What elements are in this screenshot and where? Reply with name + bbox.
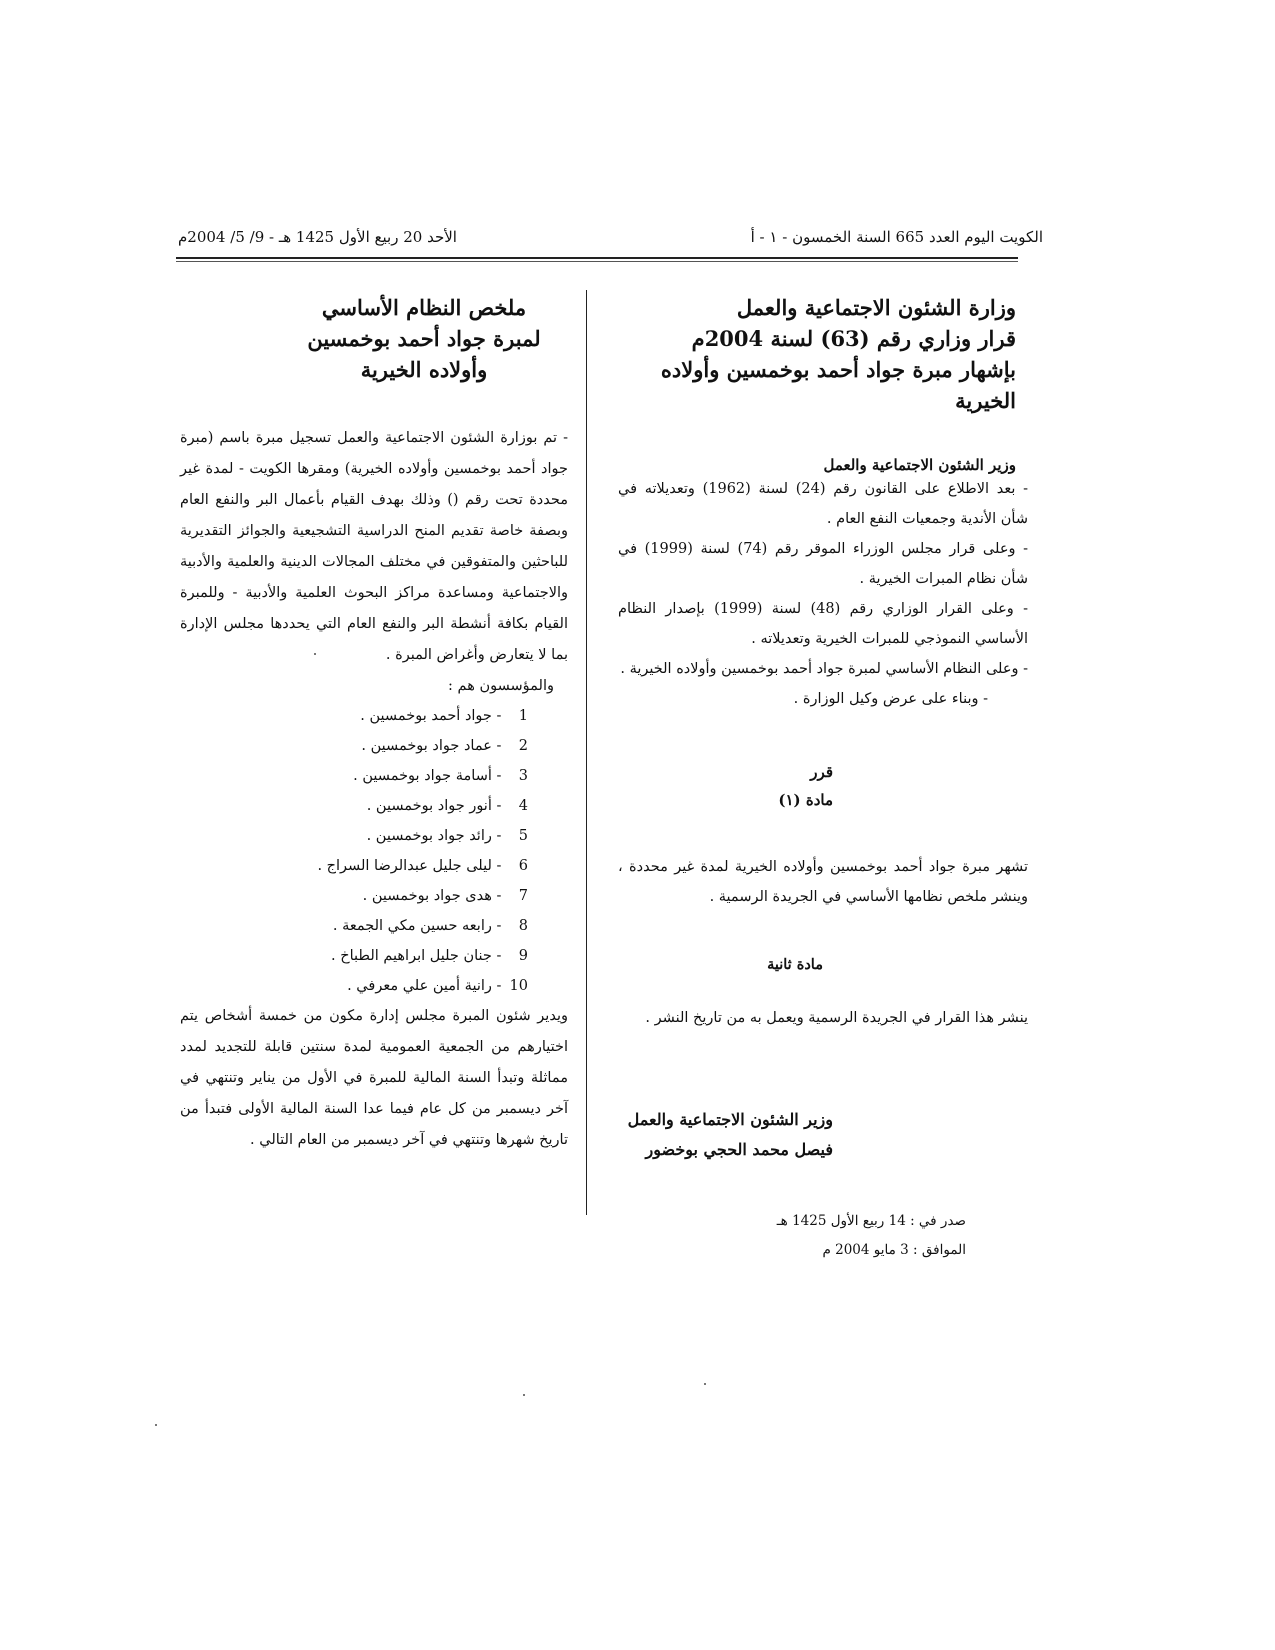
founder-name: - رابعه حسين مكي الجمعة .	[332, 918, 502, 934]
scan-speck	[155, 1424, 157, 1426]
founder-number: 4	[518, 798, 528, 814]
founder-number: 8	[518, 918, 528, 934]
issued-gregorian: الموافق : 3 مايو 2004 م	[822, 1242, 966, 1258]
preamble	[618, 474, 1028, 714]
founder-name: - جواد أحمد بوخمسين .	[360, 708, 502, 724]
preamble-clause: - بعد الاطلاع على القانون رقم (24) لسنة (1962) وتعديلاته في شأن الأندية وجمعيات النفع العام .	[618, 481, 1028, 527]
decision-heading	[618, 758, 1028, 814]
founder-name: - ليلى جليل عبدالرضا السراج .	[317, 858, 502, 874]
board-paragraph: ويدير شئون المبرة مجلس إدارة مكون من خمسة أشخاص يتم اختيارهم من الجمعية العمومية لمدة سنتين قابلة للتجديد لمدد مماثلة وتبدأ السنة المالية للمبرة في الأول من يناير وتنتهي في آخر ديسمبر من كل عام فيما عدا السنة المالية الأولى فتبدأ من تاريخ شهرها وتنتهي في آخر ديسمبر من العام التالي .	[180, 1008, 568, 1148]
founder-number: 3	[518, 768, 528, 784]
bylaws-title	[180, 292, 568, 385]
founder-number: 9	[518, 948, 528, 964]
list-item	[180, 971, 568, 1001]
header-rule-thin	[176, 261, 1018, 262]
scan-speck	[704, 1383, 706, 1385]
founder-name: - جنان جليل ابراهيم الطباخ .	[331, 948, 502, 964]
article2-heading: مادة ثانية	[767, 956, 823, 973]
founder-name: - رانية أمين علي معرفي .	[347, 978, 502, 994]
header-rule	[176, 257, 1018, 259]
list-item	[180, 731, 568, 761]
list-item	[180, 851, 568, 881]
list-item	[180, 821, 568, 851]
scan-speck	[314, 653, 316, 655]
bylaws-intro: - تم بوزارة الشئون الاجتماعية والعمل تسجيل مبرة باسم (مبرة جواد أحمد بوخمسين وأولاده الخيرية) ومقرها الكويت - لمدة غير محددة تحت رقم () وذلك بهدف القيام بأعمال البر والنفع العام وبصفة خاصة تقديم المنح الدراسية التشجيعية والجوائز التقديرية للباحثين والمتفوقين في مختلف المجالات الدينية والعلمية والأدبية والاجتماعية ومساعدة مراكز البحوث العلمية والأدبية - وللمبرة القيام بكافة أنشطة البر والنفع العام التي يحددها مجلس الإدارة بما لا يتعارض وأغراض المبرة .	[180, 430, 568, 663]
decision-title-line: وزارة الشئون الاجتماعية والعمل	[736, 295, 1016, 320]
list-item	[180, 701, 568, 731]
bylaws-title-line: لمبرة جواد أحمد بوخمسين وأولاده الخيرية	[307, 326, 541, 382]
founder-number: 10	[509, 978, 528, 994]
list-item	[180, 911, 568, 941]
article1-heading: مادة (١)	[778, 791, 833, 809]
issued-hijri: صدر في : 14 ربيع الأول 1425 هـ	[776, 1213, 966, 1229]
founder-name: - عماد جواد بوخمسين .	[361, 738, 502, 754]
founder-name: - رائد جواد بوخمسين .	[366, 828, 502, 844]
founder-number: 6	[518, 858, 528, 874]
scan-speck	[523, 1394, 525, 1396]
bylaws-title-line: ملخص النظام الأساسي	[321, 295, 527, 320]
founder-number: 2	[518, 738, 528, 754]
minister-heading: وزير الشئون الاجتماعية والعمل	[823, 456, 1016, 474]
founders-heading: والمؤسسون هم :	[448, 678, 554, 694]
list-item	[180, 761, 568, 791]
founder-name: - أسامة جواد بوخمسين .	[353, 768, 502, 784]
column-divider	[586, 290, 587, 1215]
decision-title	[618, 292, 1028, 416]
list-item	[180, 941, 568, 971]
preamble-clause: - وعلى القرار الوزاري رقم (48) لسنة (1999) بإصدار النظام الأساسي النموذجي للمبرات الخيرية وتعديلاته .	[618, 601, 1028, 647]
article2-text: ينشر هذا القرار في الجريدة الرسمية ويعمل به من تاريخ النشر .	[645, 1010, 1028, 1026]
founder-name: - أنور جواد بوخمسين .	[366, 798, 502, 814]
list-item	[180, 881, 568, 911]
decision-column	[618, 292, 1028, 1265]
founder-name: - هدى جواد بوخمسين .	[362, 888, 502, 904]
founders-list	[180, 701, 568, 1001]
preamble-clause: - وعلى قرار مجلس الوزراء الموقر رقم (74) لسنة (1999) في شأن نظام المبرات الخيرية .	[618, 541, 1028, 587]
issue-date-block	[618, 1207, 1028, 1265]
signature-block	[618, 1105, 1028, 1165]
signature-name: فيصل محمد الحجي بوخضور	[645, 1140, 833, 1159]
preamble-clause: - وعلى النظام الأساسي لمبرة جواد أحمد بوخمسين وأولاده الخيرية .	[620, 661, 1028, 677]
list-item	[180, 791, 568, 821]
decision-title-line: قرار وزاري رقم (63) لسنة 2004م	[691, 326, 1016, 351]
header-issue-info: الكويت اليوم العدد 665 السنة الخمسون - ١ - أ	[750, 228, 1043, 246]
signature-title: وزير الشئون الاجتماعية والعمل	[627, 1110, 833, 1129]
header-date: الأحد 20 ربيع الأول 1425 هـ - 9/ 5/ 2004م	[178, 228, 457, 246]
preamble-clause: - وبناء على عرض وكيل الوزارة .	[793, 691, 988, 707]
founder-number: 5	[518, 828, 528, 844]
decision-title-line: بإشهار مبرة جواد أحمد بوخمسين وأولاده الخيرية	[660, 357, 1016, 413]
founder-number: 1	[518, 708, 528, 724]
founder-number: 7	[518, 888, 528, 904]
article1-text: تشهر مبرة جواد أحمد بوخمسين وأولاده الخيرية لمدة غير محددة ، وينشر ملخص نظامها الأساسي في الجريدة الرسمية .	[618, 859, 1028, 905]
decided-label: قرر	[810, 763, 833, 781]
bylaws-summary-column	[180, 292, 568, 1156]
